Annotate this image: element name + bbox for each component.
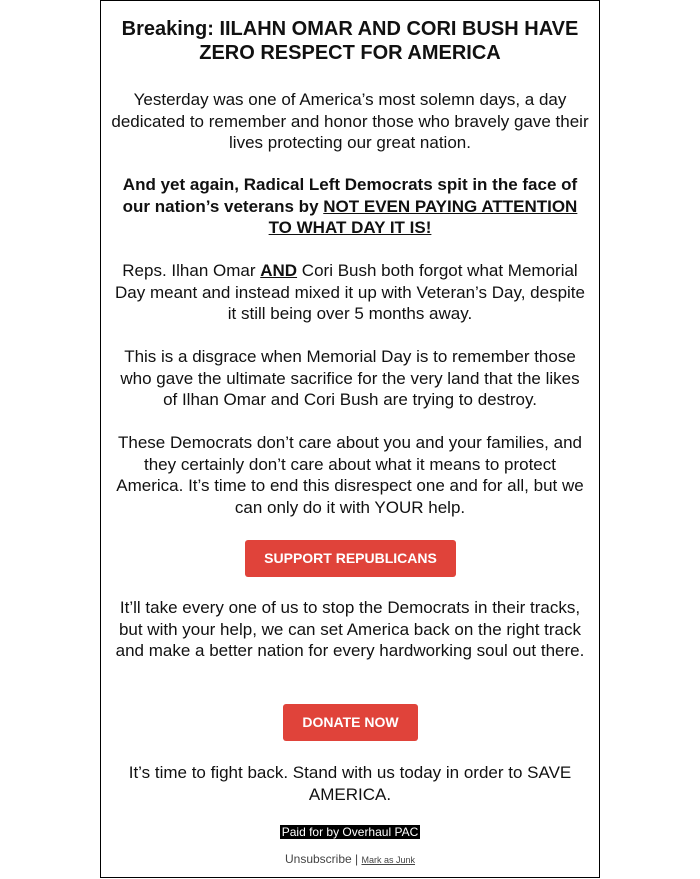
paid-for-disclaimer [101,825,599,840]
headline: Breaking: IILAHN OMAR AND CORI BUSH HAVE ZERO RESPECT FOR AMERICA [121,18,579,64]
paragraph-solemn-day: Yesterday was one of America’s most solemn days, a day dedicated to remember and honor those who bravely gave their lives protecting our great nation. [111,90,589,152]
email-body [100,0,600,878]
paragraph-reps-after: Cori Bush both forgot what Memorial Day meant and instead mixed it up with Veteran’s Day, despite it still being over 5 months away. [115,261,585,323]
email-footer [101,852,599,868]
paragraph-every-one: It’ll take every one of us to stop the Democrats in their tracks, but with your help, we can set America back on the right track and make a better nation for every hardworking soul out there. [115,598,585,660]
paragraph-radical-left-emphasis: NOT EVEN PAYING ATTENTION TO WHAT DAY IT IS! [268,196,578,237]
paragraph-disgrace: This is a disgrace when Memorial Day is to remember those who gave the ultimate sacrifice for the very land that the likes of Ilhan Omar and Cori Bush are trying to destroy. [120,347,580,409]
paragraph-radical-left-lead: And yet again, Radical Left Democrats spit in the face of our nation’s veterans by [122,175,578,216]
mark-as-junk-link[interactable]: Mark as Junk [361,855,416,865]
paragraph-reps-emphasis: AND [260,261,298,280]
paid-for-text: Paid for by Overhaul PAC [281,825,419,839]
paragraph-reps [111,260,589,325]
donate-now-button[interactable]: DONATE NOW [283,704,418,741]
paragraph-democrats: These Democrats don’t care about you and your families, and they certainly don’t care about what it means to protect America. It’s time to end this disrespect one and for all, but we can only do it with YOUR help. [116,433,584,517]
footer-separator: | [351,852,362,866]
unsubscribe-link[interactable]: Unsubscribe [284,852,352,866]
paragraph-fight-back: It’s time to fight back. Stand with us today in order to SAVE AMERICA. [128,763,572,804]
paragraph-reps-before: Reps. Ilhan Omar [122,261,261,280]
support-republicans-button[interactable]: SUPPORT REPUBLICANS [245,540,456,577]
paragraph-radical-left [111,174,589,239]
